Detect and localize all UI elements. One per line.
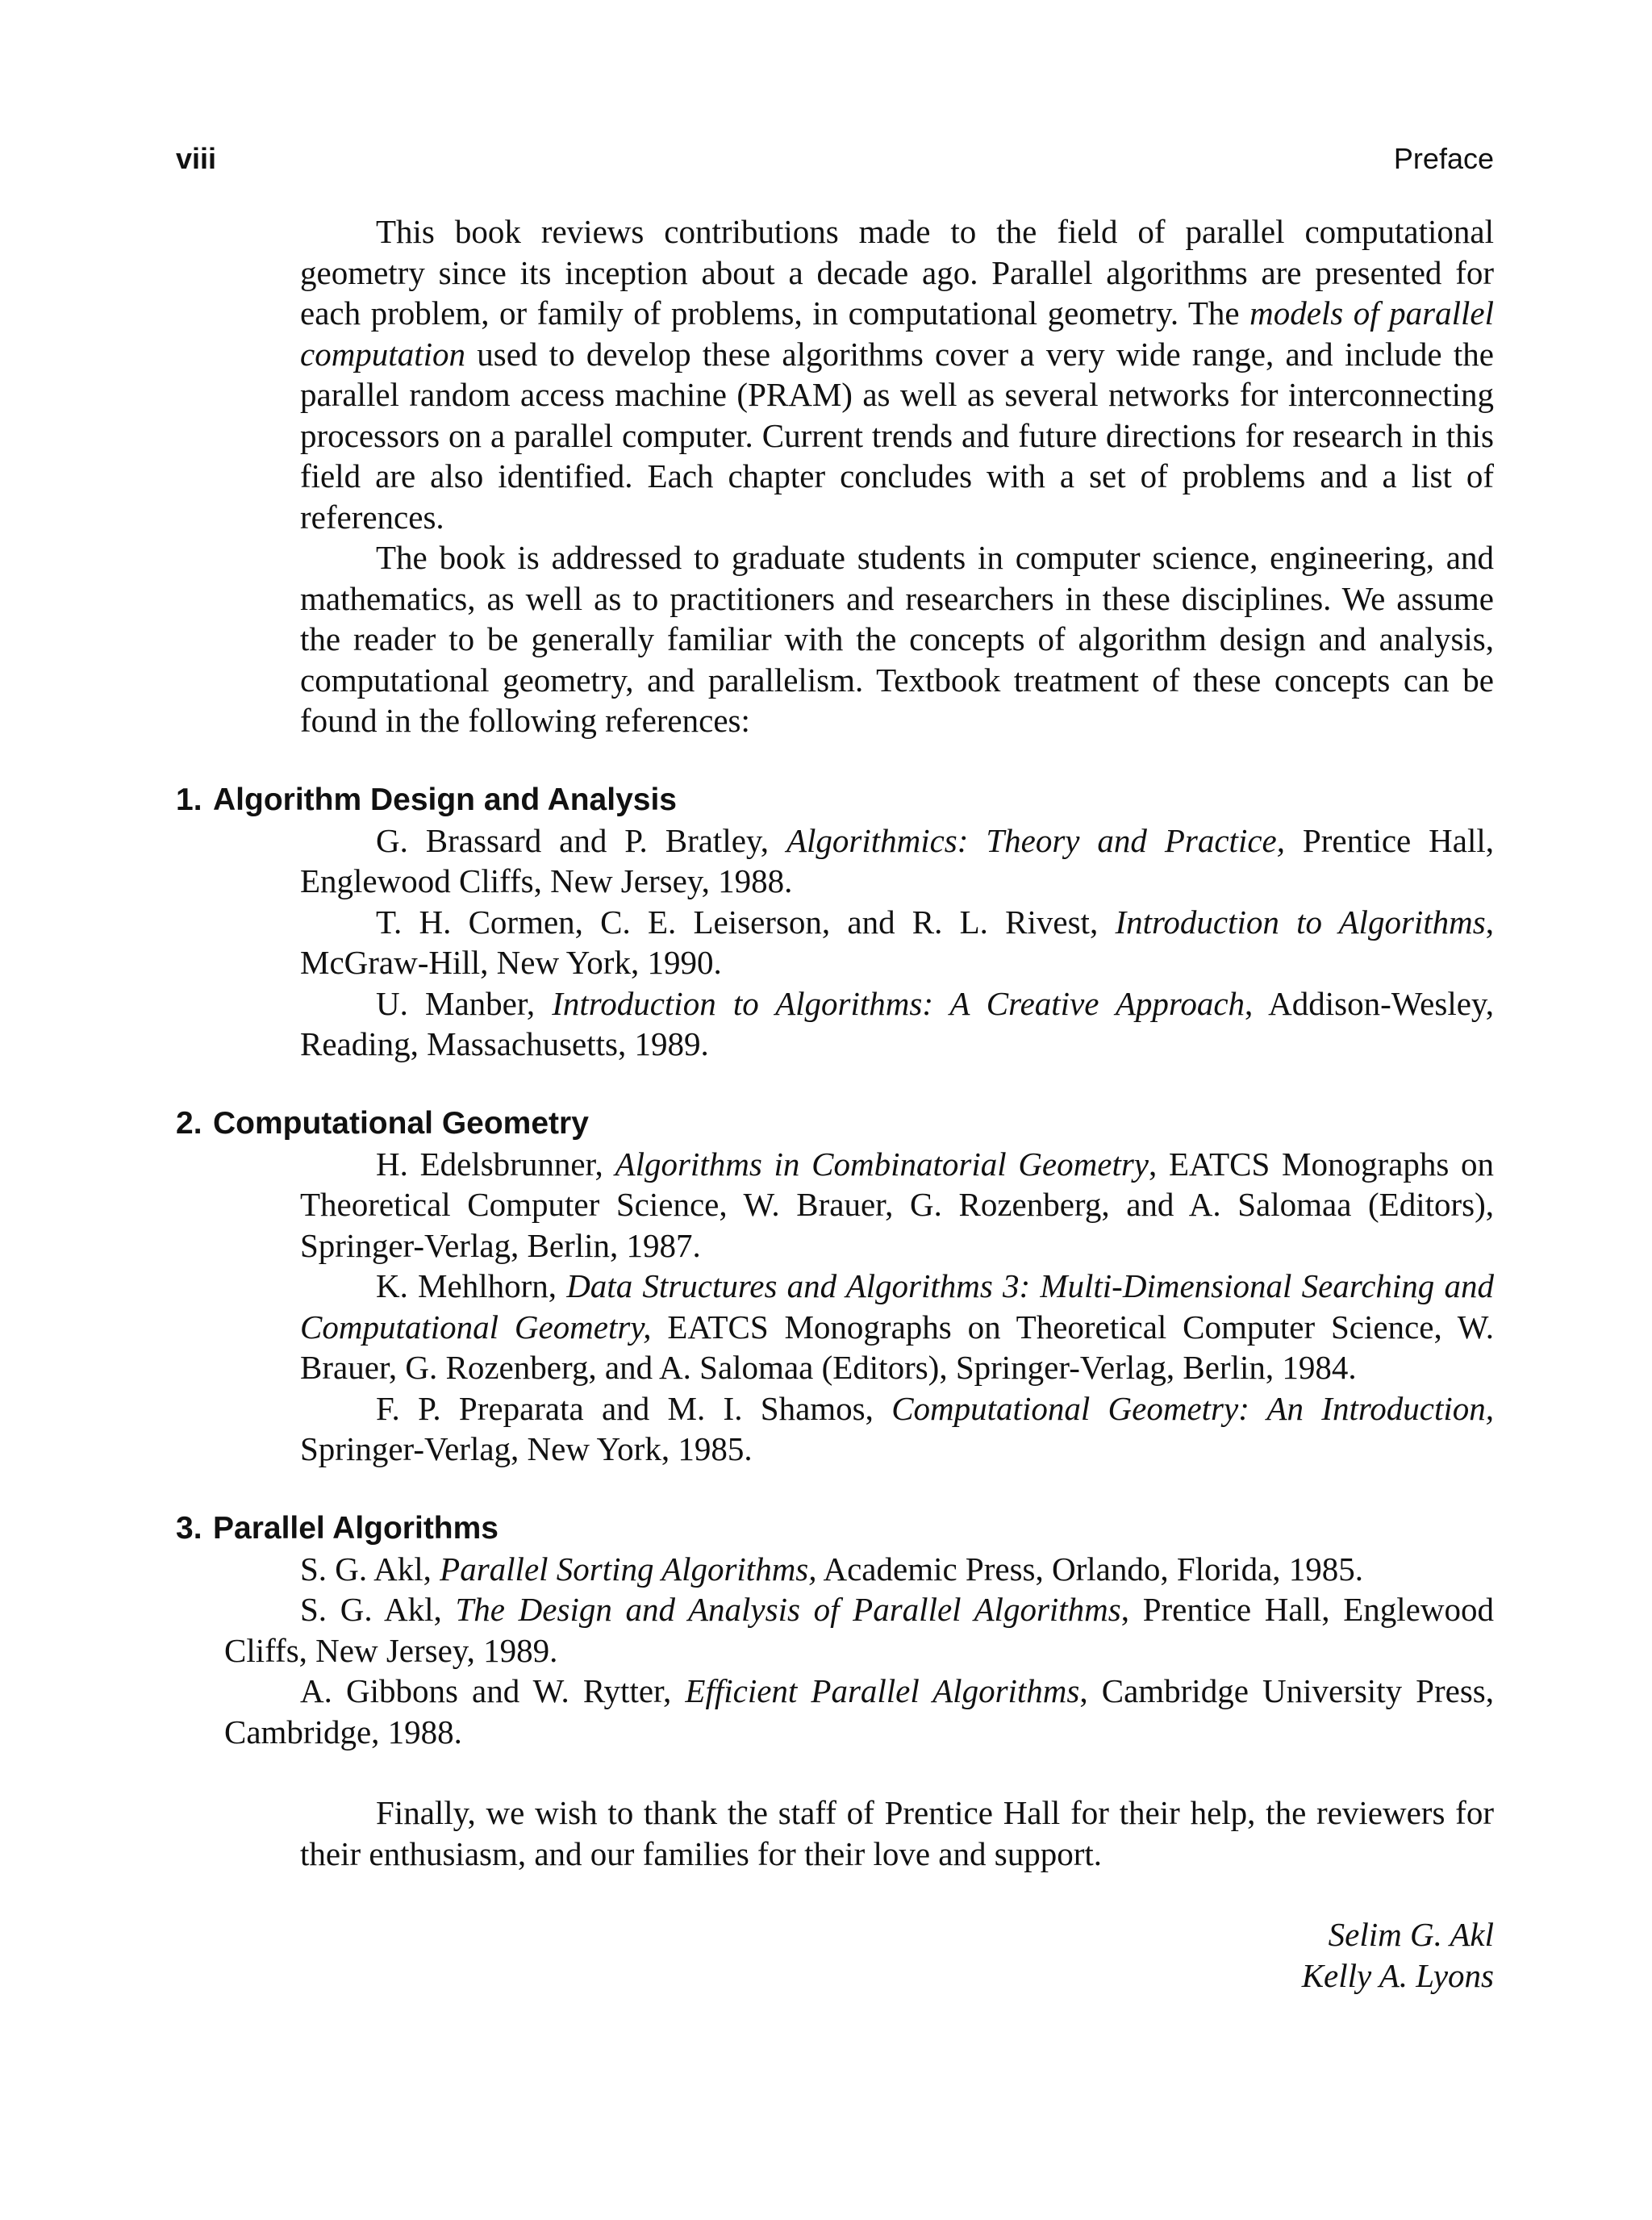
section-computational-geometry <box>176 1104 1495 1470</box>
reference-title: Computational Geometry: An Introduction, <box>891 1389 1494 1427</box>
reference-entry <box>300 983 1494 1065</box>
section-number: 1. <box>176 782 202 817</box>
intro-emphasis: models of parallel computation <box>300 294 1494 373</box>
reference-authors: F. P. Preparata and M. I. Shamos, <box>376 1389 892 1427</box>
intro-paragraph-1 <box>300 211 1494 537</box>
reference-entry <box>300 820 1494 902</box>
reference-publisher: EATCS Monographs on Theoretical Computer Science, W. Brauer, G. Rozenberg, and A. Salomaa (Editors), Springer-Verlag, Berlin, 1984. <box>300 1308 1494 1386</box>
reference-title: The Design and Analysis of Parallel Algorithms <box>455 1591 1121 1628</box>
page-number: viii <box>176 142 217 175</box>
preface-body <box>176 211 1495 1996</box>
section-title: Parallel Algorithms <box>213 1510 499 1546</box>
section-heading <box>176 780 1494 820</box>
reference-publisher: , Prentice Hall, Englewood Cliffs, New Jersey, 1989. <box>224 1591 1494 1669</box>
intro-text: This book reviews contributions made to the field of parallel computational geometry since its inception about a decade ago. Parallel algorithms are presented for each problem, or family of problems, in computational geometry. The <box>300 213 1494 332</box>
reference-publisher: , Cambridge University Press, Cambridge, 1988. <box>224 1672 1495 1751</box>
reference-publisher: Prentice Hall, Englewood Cliffs, New Jersey, 1988. <box>300 821 1495 899</box>
reference-title: Algorithmics: Theory and Practice, <box>786 821 1285 859</box>
signature-line: Kelly A. Lyons <box>1301 1956 1494 1994</box>
reference-publisher: Academic Press, Orlando, Florida, 1985. <box>816 1550 1364 1588</box>
reference-entry <box>224 1589 1494 1671</box>
section-algorithm-design <box>176 780 1495 1065</box>
reference-entry <box>300 1388 1494 1470</box>
reference-entry <box>300 1144 1494 1266</box>
reference-title: Efficient Parallel Algorithms <box>685 1672 1080 1709</box>
section-heading <box>176 1104 1494 1144</box>
reference-publisher: , Addison-Wesley, Reading, Massachusetts, 1989. <box>300 984 1494 1062</box>
signature-line: Selim G. Akl <box>1328 1916 1494 1953</box>
section-parallel-algorithms <box>176 1509 1495 1753</box>
reference-publisher: , McGraw-Hill, New York, 1990. <box>300 903 1494 981</box>
reference-entry <box>224 1671 1494 1752</box>
reference-authors: S. G. Akl, <box>300 1550 440 1588</box>
reference-authors: S. G. Akl, <box>300 1591 456 1628</box>
reference-authors: A. Gibbons and W. Rytter, <box>300 1672 686 1709</box>
reference-publisher: Springer-Verlag, New York, 1985. <box>300 1430 753 1467</box>
reference-authors: G. Brassard and P. Bratley, <box>376 821 786 859</box>
intro-text: used to develop these algorithms cover a very wide range, and include the parallel random access machine (PRAM) as well as several networks for interconnecting processors on a parallel computer. Current trends and future directions for research in this field are also identified. Each chapter concludes with a set of problems and a list of references. <box>300 335 1494 536</box>
reference-authors: T. H. Cormen, C. E. Leiserson, and R. L. Rivest, <box>376 903 1116 941</box>
closing-paragraph: Finally, we wish to thank the staff of Prentice Hall for their help, the reviewers for their enthusiasm, and our families for their love and support. <box>300 1794 1494 1872</box>
reference-publisher: , EATCS Monographs on Theoretical Computer Science, W. Brauer, G. Rozenberg, and A. Salomaa (Editors), Springer-Verlag, Berlin, 1987. <box>300 1145 1495 1264</box>
reference-title: Introduction to Algorithms <box>1115 903 1486 941</box>
reference-authors: H. Edelsbrunner, <box>376 1145 615 1183</box>
reference-authors: U. Manber, <box>376 984 553 1022</box>
section-title: Computational Geometry <box>213 1105 589 1141</box>
reference-title: Parallel Sorting Algorithms, <box>440 1550 817 1588</box>
author-signatures <box>300 1914 1494 1996</box>
section-number: 3. <box>176 1510 202 1546</box>
reference-entry <box>300 1266 1494 1388</box>
reference-title: Data Structures and Algorithms 3: Multi-Dimensional Searching and Computational Geometry, <box>300 1267 1494 1346</box>
section-heading <box>176 1509 1494 1549</box>
reference-entry <box>300 902 1494 983</box>
running-title: Preface <box>1393 142 1494 175</box>
reference-entry <box>224 1549 1494 1590</box>
section-title: Algorithm Design and Analysis <box>213 782 677 817</box>
section-number: 2. <box>176 1105 202 1141</box>
reference-authors: K. Mehlhorn, <box>376 1267 567 1304</box>
intro-paragraph-2: The book is addressed to graduate students in computer science, engineering, and mathematics, as well as to practitioners and researchers in these disciplines. We assume the reader to be generally familiar with the concepts of algorithm design and analysis, computational geometry, and parallelism. Textbook treatment of these concepts can be found in the following references: <box>300 539 1494 739</box>
reference-title: Introduction to Algorithms: A Creative Approach <box>552 984 1245 1022</box>
reference-title: Algorithms in Combinatorial Geometry <box>615 1145 1149 1183</box>
